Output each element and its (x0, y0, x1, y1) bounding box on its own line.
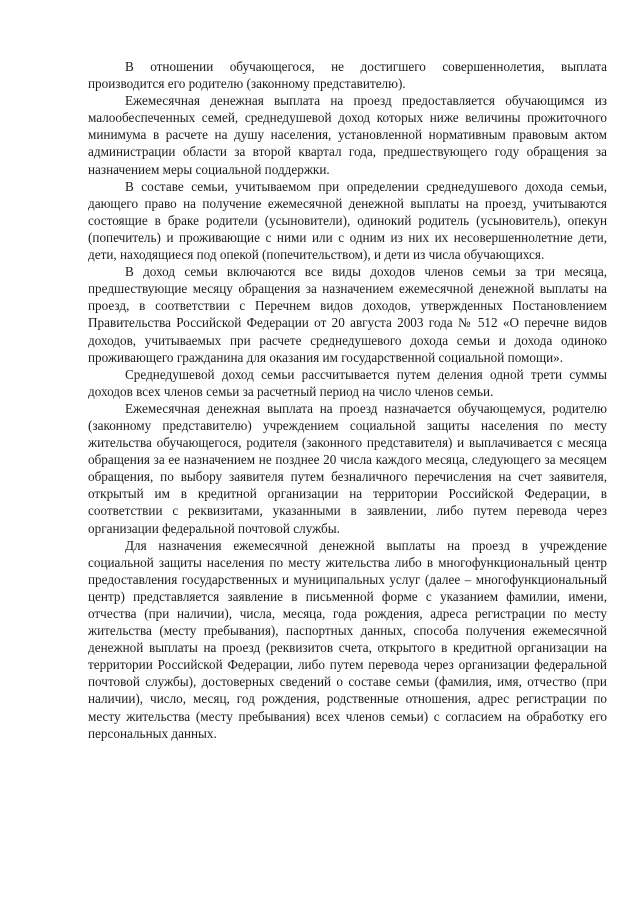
paragraph-application: Для назначения ежемесячной денежной выплаты на проезд в учреждение социальной защиты населения по месту жительства либо в многофункциональный центр предоставления государственных и муниципальных услуг (далее – многофункциональный центр) представляется заявление в письменной форме с указанием фамилии, имени, отчества (при наличии), числа, месяца, года рождения, адреса регистрации по месту жительства (месту пребывания), паспортных данных, способа получения ежемесячной денежной выплаты на проезд (реквизитов счета, открытого в кредитной организации на территории Российской Федерации, либо путем перевода через организации федеральной почтовой службы), достоверных сведений о составе семьи (фамилия, имя, отчество (при наличии), число, месяц, год рождения, родственные отношения, адрес регистрации по месту жительства (месту пребывания) всех членов семьи) с согласием на обработку его персональных данных. (88, 537, 607, 741)
paragraph-family-income: В доход семьи включаются все виды доходов членов семьи за три месяца, предшествующие месяцу обращения за назначением ежемесячной денежной выплаты на проезд, в соответствии с Перечнем видов доходов, утвержденных Постановлением Правительства Российской Федерации от 20 августа 2003 года № 512 «О перечне видов доходов, учитываемых при расчете среднедушевого дохода семьи и дохода одиноко проживающего гражданина для оказания им государственной социальной помощи». (88, 264, 607, 365)
paragraph-eligibility: Ежемесячная денежная выплата на проезд предоставляется обучающимся из малообеспеченных семей, среднедушевой доход которых ниже величины прожиточного минимума в расчете на душу населения, установленной нормативным правовым актом администрации области за второй квартал года, предшествующего году обращения за назначением меры социальной поддержки. (88, 93, 607, 177)
paragraph-payment-assignment: Ежемесячная денежная выплата на проезд назначается обучающемуся, родителю (законному представителю) учреждением социальной защиты населения по месту жительства обучающегося, родителя (законного представителя) и выплачивается с месяца обращения за ее назначением не позднее 20 числа каждого месяца, следующего за месяцем обращения, по выбору заявителя путем безналичного перечисления на счет заявителя, открытый им в кредитной организации на территории Российской Федерации, в соответствии с реквизитами, указанными в заявлении, либо путем перевода через организации федеральной почтовой службы. (88, 400, 607, 536)
paragraph-family-composition: В составе семьи, учитываемом при определении среднедушевого дохода семьи, дающего право на получение ежемесячной денежной выплаты на проезд, учитываются состоящие в браке родители (усыновители), одинокий родитель (усыновитель), опекун (попечитель) и проживающие с ними или с одним из них их несовершеннолетние дети, дети, находящиеся под опекой (попечительством), и дети из числа обучающихся. (88, 178, 607, 263)
paragraph-minor-recipient: В отношении обучающегося, не достигшего совершеннолетия, выплата производится его родителю (законному представителю). (88, 59, 607, 92)
paragraph-income-calculation: Среднедушевой доход семьи рассчитывается путем деления одной трети суммы доходов всех членов семьи за расчетный период на число членов семьи. (88, 366, 607, 399)
